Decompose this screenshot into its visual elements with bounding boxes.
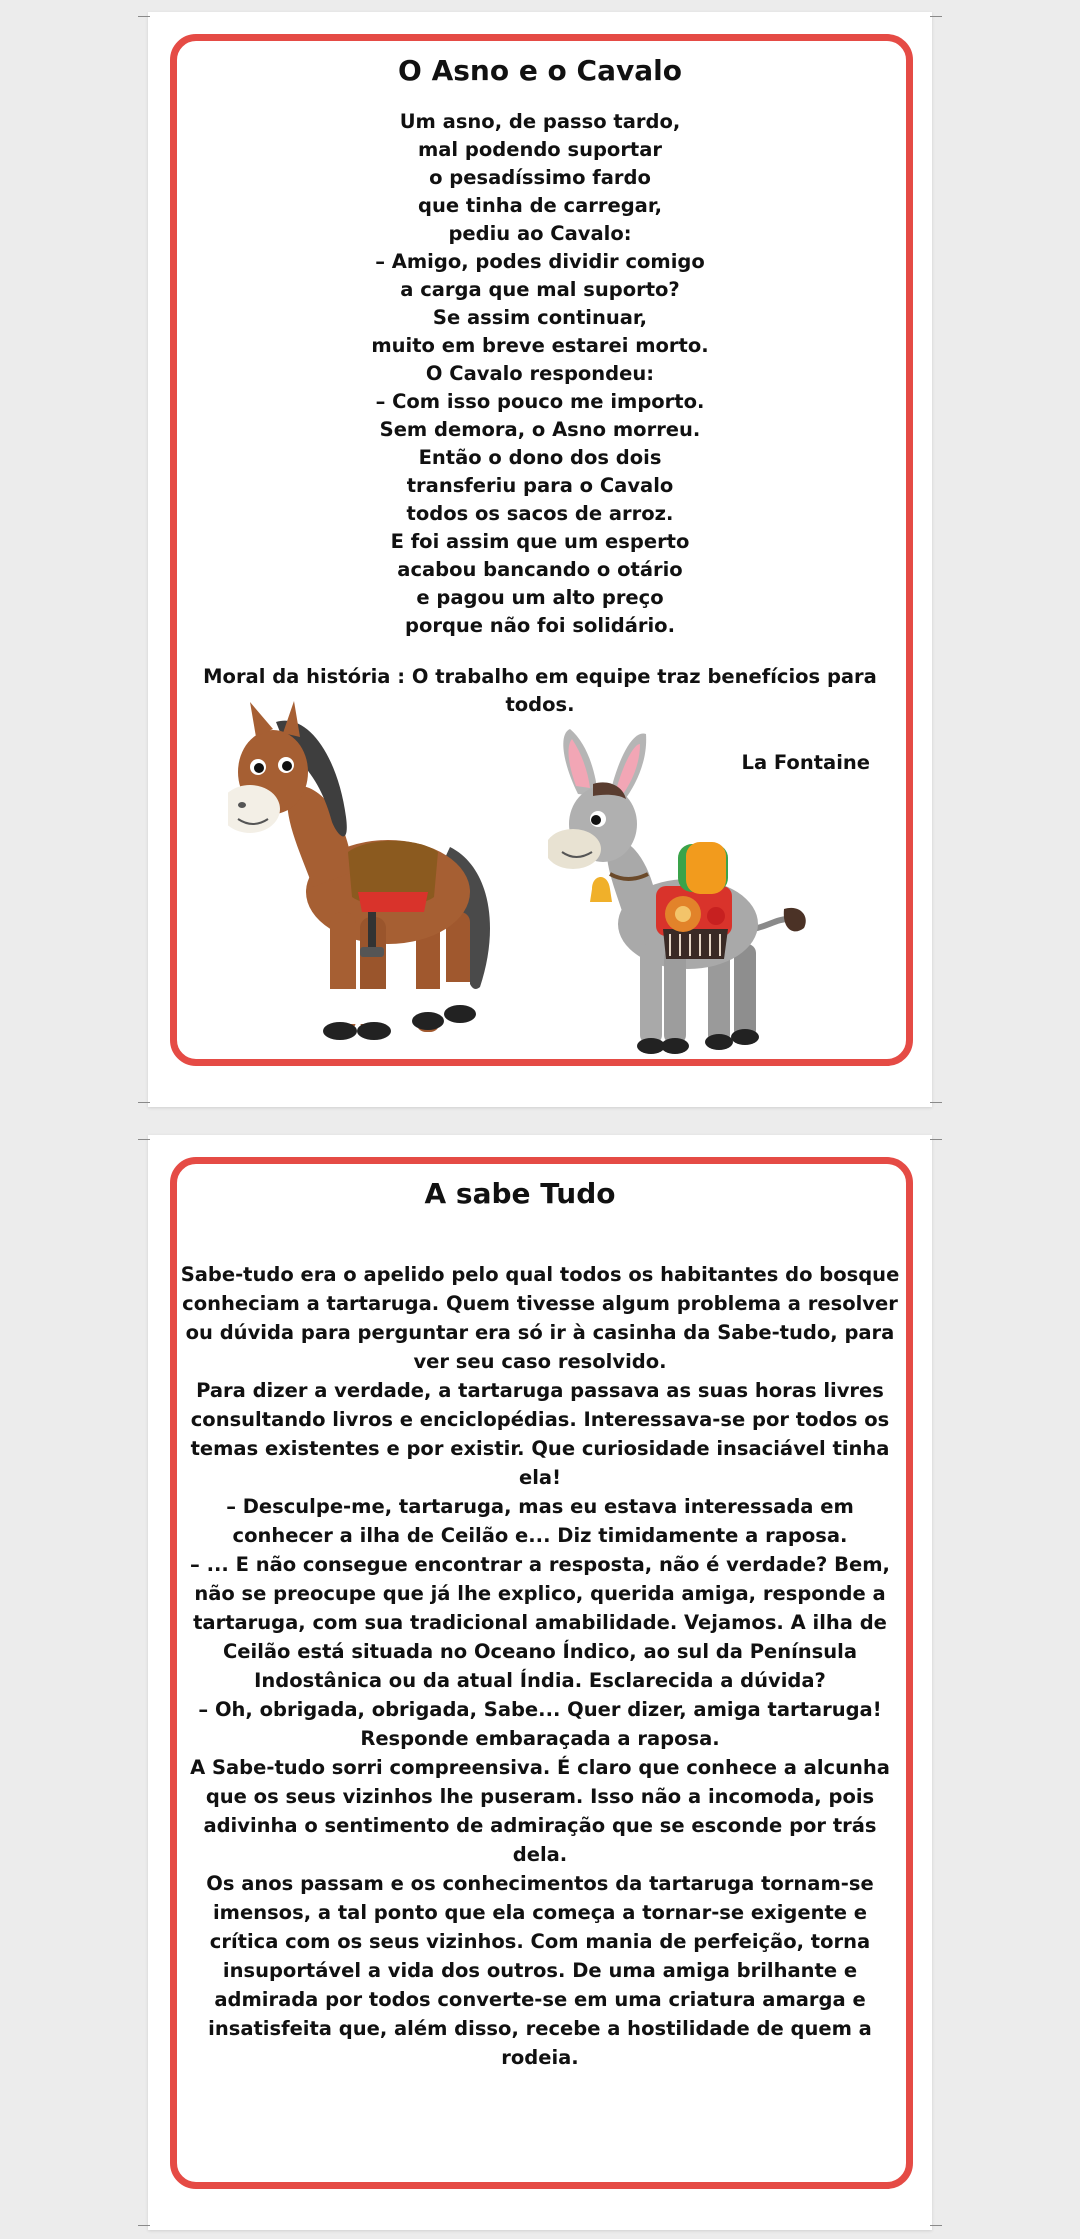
poem-line: Se assim continuar, — [432, 306, 648, 329]
story-paragraph: – ... E não consegue encontrar a resposta, não é verdade? Bem, não se preocupe que já lhe explico, querida amiga, responde a tartaruga, com sua tradicional amabilidade. Vejamos. A ilha de Ceilão está situada no Oceano Índico, ao sul da Península Indostânica ou da atual Índia. Esclarecida a dúvida? — [190, 1553, 890, 1692]
poem-line: E foi assim que um esperto — [390, 530, 690, 553]
page-title: O Asno e o Cavalo — [398, 54, 682, 87]
crop-mark — [138, 1139, 150, 1140]
author-name: La Fontaine — [741, 751, 870, 774]
poem-line: muito em breve estarei morto. — [371, 334, 709, 357]
poem-line: Então o dono dos dois — [418, 446, 662, 469]
poem-line: o pesadíssimo fardo — [429, 166, 651, 189]
crop-mark — [138, 1102, 150, 1103]
poem-line: todos os sacos de arroz. — [406, 502, 674, 525]
poem-line: acabou bancando o otário — [397, 558, 683, 581]
poem-line: Um asno, de passo tardo, — [399, 110, 681, 133]
poem-text — [148, 108, 932, 640]
story-paragraph: – Oh, obrigada, obrigada, Sabe... Quer dizer, amiga tartaruga! Responde embaraçada a raposa. — [198, 1698, 882, 1750]
poem-line: que tinha de carregar, — [418, 194, 662, 217]
page-title: A sabe Tudo — [424, 1177, 616, 1210]
poem-line: e pagou um alto preço — [416, 586, 664, 609]
crop-mark — [930, 1139, 942, 1140]
donkey-icon — [548, 724, 818, 1069]
moral-text: Moral da história : O trabalho em equipe traz benefícios para todos. — [203, 665, 877, 716]
story-paragraph: – Desculpe-me, tartaruga, mas eu estava interessada em conhecer a ilha de Ceilão e... Diz timidamente a raposa. — [226, 1495, 854, 1547]
crop-mark — [930, 1102, 942, 1103]
story-paragraph: Para dizer a verdade, a tartaruga passava as suas horas livres consultando livros e enciclopédias. Interessava-se por todos os temas existentes e por existir. Que curiosidade insaciável tinha ela! — [190, 1379, 890, 1489]
poem-line: O Cavalo respondeu: — [425, 362, 655, 385]
horse-icon — [228, 697, 518, 1052]
crop-mark — [930, 16, 942, 17]
crop-mark — [138, 2225, 150, 2226]
poem-line: – Com isso pouco me importo. — [375, 390, 705, 413]
story-paragraph: Sabe-tudo era o apelido pelo qual todos os habitantes do bosque conheciam a tartaruga. Quem tivesse algum problema a resolver ou dúvida para perguntar era só ir à casinha da Sabe-tudo, para ver seu caso resolvido. — [180, 1263, 900, 1373]
poem-line: pediu ao Cavalo: — [448, 222, 632, 245]
poem-line: mal podendo suportar — [417, 138, 663, 161]
poem-line: porque não foi solidário. — [404, 614, 675, 637]
story-paragraph: A Sabe-tudo sorri compreensiva. É claro que conhece a alcunha que os seus vizinhos lhe puseram. Isso não a incomoda, pois adivinha o sentimento de admiração que se esconde por trás dela. — [190, 1756, 890, 1866]
poem-line: – Amigo, podes dividir comigo — [375, 250, 705, 273]
story-paragraph: Os anos passam e os conhecimentos da tartaruga tornam-se imensos, a tal ponto que ela começa a tornar-se exigente e crítica com os seus vizinhos. Com mania de perfeição, torna insuportável a vida dos outros. De uma amiga brilhante e admirada por todos converte-se em uma criatura amarga e insatisfeita que, além disso, recebe a hostilidade de quem a rodeia. — [206, 1872, 874, 2069]
crop-mark — [138, 16, 150, 17]
crop-mark — [930, 2225, 942, 2226]
document-page-1 — [148, 12, 932, 1107]
poem-line: a carga que mal suporto? — [400, 278, 680, 301]
poem-line: Sem demora, o Asno morreu. — [379, 418, 701, 441]
poem-line: transferiu para o Cavalo — [406, 474, 674, 497]
story-text — [178, 1260, 902, 2072]
document-page-2 — [148, 1135, 932, 2230]
